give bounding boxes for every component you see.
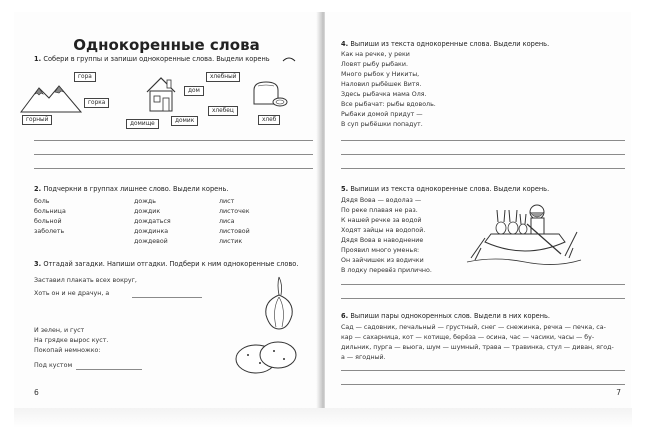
- poem-line: По реке плавая не раз.: [341, 207, 418, 214]
- potato-icon: [234, 337, 298, 377]
- poem-line: Дядя Вова в наводнение: [341, 237, 424, 244]
- task2-word: листовой: [219, 228, 250, 235]
- poem-line: Ловят рыбу рыбаки.: [341, 61, 408, 68]
- task2-header: [34, 185, 228, 193]
- task2-word: больной: [34, 218, 62, 225]
- word-box: хлеб: [258, 115, 280, 125]
- answer-line: [341, 384, 625, 385]
- riddle2-line: Под кустом: [34, 362, 73, 369]
- task3-instruction: Отгадай загадки. Напиши отгадки. Подбери к ним однокоренные слово.: [43, 260, 299, 268]
- poem-line: В лодку перевёз прилично.: [341, 267, 432, 274]
- task5-header: [341, 185, 549, 193]
- task2-word: лиса: [219, 218, 235, 225]
- poem-line: Наловил рыбёшек Витя.: [341, 81, 422, 88]
- page-number: 6: [34, 388, 39, 397]
- task2-word: дождинка: [134, 228, 169, 235]
- task4-number: 4.: [341, 40, 349, 48]
- page-bottom-edge: [14, 408, 632, 428]
- answer-line: [341, 140, 625, 141]
- right-page: [325, 12, 631, 410]
- task2-number: 2.: [34, 185, 42, 193]
- task2-word: лист: [219, 198, 235, 205]
- riddle2-line: И зелен, и густ: [34, 327, 85, 334]
- poem-line: Рыбаки домой придут —: [341, 111, 423, 118]
- answer-line: [34, 168, 313, 169]
- word-box: горный: [22, 115, 52, 125]
- house-icon: [143, 74, 179, 114]
- task2-instruction: Подчеркни в группах лишнее слово. Выдели корень.: [43, 185, 229, 193]
- answer-line: [341, 370, 625, 371]
- word-box: домище: [126, 119, 159, 129]
- poem-line: В суп рыбёшки попадут.: [341, 121, 423, 128]
- task2-word: листочек: [219, 208, 250, 215]
- poem-line: Как на речке, у реки: [341, 51, 410, 58]
- task2-word: дождаться: [134, 218, 171, 225]
- task6-instruction: Выпиши пары однокоренных слов. Выдели в них корень.: [350, 312, 551, 320]
- word-box: горка: [84, 98, 109, 108]
- answer-line: [34, 154, 313, 155]
- task6-number: 6.: [341, 312, 349, 320]
- task6-line: а — ягодный.: [341, 354, 386, 361]
- onion-icon: [262, 275, 296, 331]
- task1-number: 1.: [34, 55, 42, 63]
- task4-header: [341, 40, 549, 48]
- task2-word: больница: [34, 208, 66, 215]
- riddle1-line: Заставил плакать всех вокруг,: [34, 277, 137, 284]
- riddle1-line: Хоть он и не драчун, а: [34, 290, 110, 297]
- answer-line: [341, 284, 625, 285]
- task5-instruction: Выпиши из текста однокоренные слова. Выдели корень.: [350, 185, 550, 193]
- task6-line: Сад — садовник, печальный — грустный, снег — снежинка, речка — печка, са-: [341, 324, 606, 331]
- task3-header: [34, 260, 298, 268]
- task6-header: [341, 312, 550, 320]
- word-box: хлебец: [208, 106, 238, 116]
- task6-line: дильник, пурга — вьюга, шум — шумный, трава — травинка, стул — диван, ягод-: [341, 344, 614, 351]
- left-page: [14, 12, 319, 410]
- task2-word: боль: [34, 198, 50, 205]
- arc-mark-icon: [282, 56, 296, 62]
- answer-line: [341, 154, 625, 155]
- answer-line: [341, 298, 625, 299]
- task2-word: заболеть: [34, 228, 65, 235]
- bread-icon: [252, 80, 288, 108]
- boat-with-hares-icon: [465, 198, 583, 268]
- word-box: гора: [74, 72, 96, 82]
- task2-word: листик: [219, 238, 243, 245]
- mountain-icon: [19, 82, 83, 114]
- riddle2-answer-line[interactable]: [76, 369, 142, 370]
- poem-line: Ходят зайцы на водопой.: [341, 227, 426, 234]
- word-box: дом: [184, 86, 204, 96]
- riddle2-line: Покопай немножко:: [34, 347, 101, 354]
- poem-line: Дядя Вова — водолаз —: [341, 197, 422, 204]
- task4-instruction: Выпиши из текста однокоренные слова. Выдели корень.: [350, 40, 550, 48]
- poem-line: Проявил много уменья:: [341, 247, 420, 254]
- poem-line: Здесь рыбачка мама Оля.: [341, 91, 427, 98]
- answer-line: [34, 140, 313, 141]
- task2-word: дождь: [134, 198, 156, 205]
- poem-line: К нашей речке за водой: [341, 217, 422, 224]
- riddle1-answer-line[interactable]: [132, 297, 202, 298]
- riddle2-line: На грядке вырос куст.: [34, 337, 109, 344]
- poem-line: Много рыбок у Никиты,: [341, 71, 420, 78]
- page-title: Однокоренные слова: [73, 36, 260, 54]
- task6-line: кар — сахарница, кот — котище, берёза — осина, час — часики, часы — бу-: [341, 334, 595, 341]
- word-box: хлебный: [206, 72, 240, 82]
- task3-number: 3.: [34, 260, 42, 268]
- page-number: 7: [616, 388, 621, 397]
- answer-line: [341, 168, 625, 169]
- poem-line: Он зайчишек из водички: [341, 257, 424, 264]
- task1-instruction: Собери в группы и запиши однокоренные слова. Выдели корень: [43, 55, 270, 63]
- task2-word: дождевой: [134, 238, 168, 245]
- task1-header: [34, 55, 270, 63]
- task2-word: дождик: [134, 208, 161, 215]
- word-box: домик: [171, 116, 198, 126]
- task5-number: 5.: [341, 185, 349, 193]
- poem-line: Все рыбачат: рыбы вдоволь.: [341, 101, 436, 108]
